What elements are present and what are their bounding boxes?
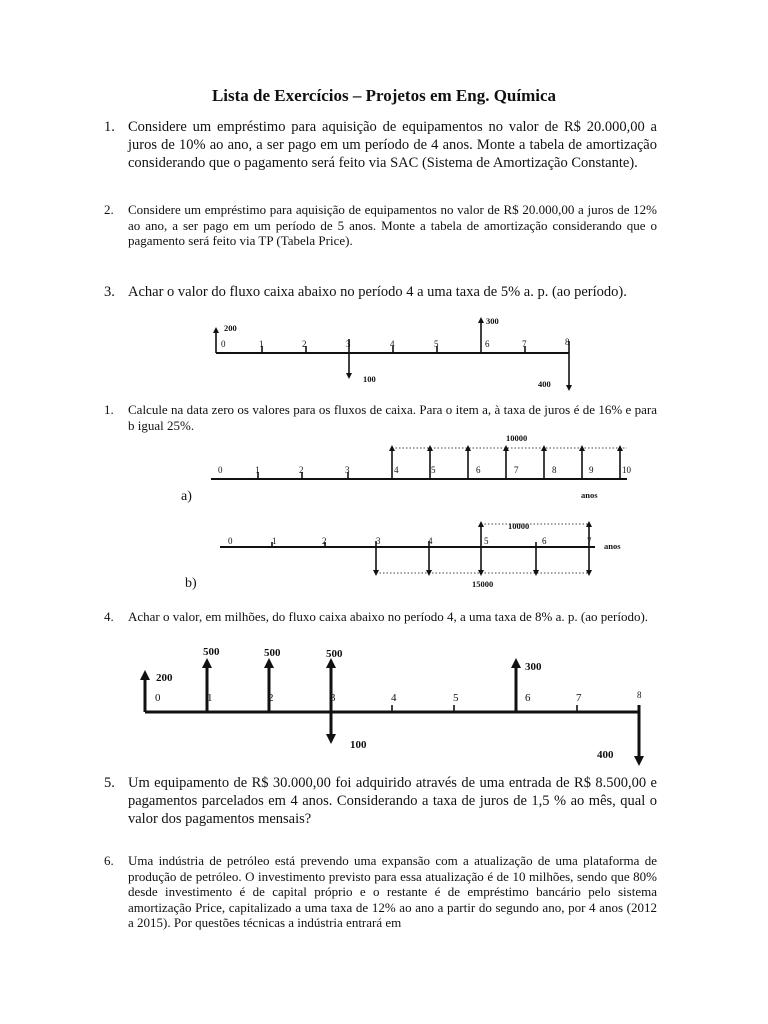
exercise-text: Achar o valor, em milhões, do fluxo caixa abaixo no período 4, a uma taxa de 8% a. p. (ao período).	[128, 609, 649, 624]
exercise-number: 3.	[104, 284, 115, 300]
period-label: 10	[622, 465, 631, 475]
cash-flow-diagram-a	[181, 433, 632, 504]
period-label: 1	[259, 339, 264, 349]
exercise-number: 1.	[104, 402, 114, 417]
period-label: 5	[431, 465, 436, 475]
period-label: 2	[299, 465, 304, 475]
period-label: 3	[345, 465, 350, 475]
period-label: 4	[391, 692, 397, 704]
exercise-number: 4.	[104, 609, 114, 624]
period-label: 6	[485, 339, 490, 349]
exercise-text: Um equipamento de R$ 30.000,00 foi adquirido através de uma entrada de R$ 8.500,00 e pagamentos parcelados em 4 anos. Considerando a taxa de juros de 1,5 % ao mês, qual o valor dos pagamentos mensais?	[128, 775, 657, 827]
cash-flow-value: 100	[363, 374, 376, 384]
period-label: 1	[272, 536, 277, 546]
period-label: 4	[428, 536, 433, 546]
period-label: 6	[525, 692, 531, 704]
cash-flow-value: 300	[486, 316, 499, 326]
period-label: 0	[228, 536, 233, 546]
cash-flow-value: 100	[350, 739, 367, 751]
cash-flow-value: 400	[597, 749, 614, 761]
period-label: 8	[552, 465, 557, 475]
cash-flow-diagram-b	[185, 521, 621, 591]
cash-flow-value: 15000	[472, 579, 494, 589]
period-label: 4	[394, 465, 399, 475]
period-label: 5	[453, 692, 459, 704]
exercise-number: 6.	[104, 853, 114, 868]
exercise-number: 5.	[104, 775, 115, 791]
period-label: 4	[390, 339, 395, 349]
period-label: 7	[514, 465, 519, 475]
period-label: 3	[376, 536, 381, 546]
period-label: 2	[302, 339, 307, 349]
exercise-text: Uma indústria de petróleo está prevendo uma expansão com a atualização de uma plataforma de produção de petróleo. O investimento previsto para essa atualização é de 10 milhões, sendo que 80% desde investimento é de capital próprio e o restante é de empréstimo bancário pelo sistema amortização Price, capitalizado a uma taxa de 12% ao ano a partir do segundo ano, por 4 anos (2012 a 2015). Por questões técnicas a indústria entrará em	[128, 853, 657, 930]
period-label: 1	[207, 692, 213, 704]
exercise-number: 2.	[104, 202, 114, 217]
period-label: 3	[346, 339, 351, 349]
period-label: 8	[637, 690, 642, 700]
exercise-text: Achar o valor do fluxo caixa abaixo no período 4 a uma taxa de 5% a. p. (ao período).	[128, 284, 627, 300]
period-label: 7	[576, 692, 582, 704]
period-label: 1	[255, 465, 260, 475]
cash-flow-diagram-ex4	[145, 646, 642, 761]
period-label: 2	[322, 536, 327, 546]
cash-flow-value: 10000	[506, 433, 528, 443]
period-label: 0	[221, 339, 226, 349]
period-label: 7	[587, 536, 592, 546]
cash-flow-value: 200	[156, 672, 173, 684]
subitem-label: a)	[181, 489, 192, 504]
exercise-text: Calcule na data zero os valores para os fluxos de caixa. Para o item a, à taxa de juros é de 16% e para b igual 25%.	[128, 402, 657, 433]
period-label: 6	[542, 536, 547, 546]
cash-flow-value: 400	[538, 379, 551, 389]
cash-flow-value: 300	[525, 661, 542, 673]
period-label: 6	[476, 465, 481, 475]
period-label: 9	[589, 465, 594, 475]
time-unit-label: anos	[604, 541, 621, 551]
subitem-label: b)	[185, 576, 197, 591]
period-label: 0	[218, 465, 223, 475]
cash-flow-diagram-ex3	[216, 316, 570, 389]
cash-flow-value: 500	[264, 647, 281, 659]
cash-flow-value: 500	[203, 646, 220, 658]
cash-flow-value: 200	[224, 323, 237, 333]
page-title: Lista de Exercícios – Projetos em Eng. Química	[211, 86, 557, 105]
cash-flow-value: 500	[326, 648, 343, 660]
exercise-text: Considere um empréstimo para aquisição de equipamentos no valor de R$ 20.000,00 a juros de 12% ao ano, a ser pago em um período de 5 anos. Monte a tabela de amortização considerando que o pagamento será feito via TP (Tabela Price).	[128, 202, 657, 248]
period-label: 7	[522, 339, 527, 349]
period-label: 5	[484, 536, 489, 546]
time-unit-label: anos	[581, 490, 598, 500]
exercise-number: 1.	[104, 119, 115, 135]
period-label: 3	[330, 692, 336, 704]
cash-flow-value: 10000	[508, 521, 530, 531]
period-label: 8	[565, 337, 570, 347]
exercise-text: Considere um empréstimo para aquisição de equipamentos no valor de R$ 20.000,00 a juros de 10% ao ano, a ser pago em um período de 4 anos. Monte a tabela de amortização considerando que o pagamento será feito via SAC (Sistema de Amortização Constante).	[128, 119, 657, 171]
period-label: 2	[268, 692, 274, 704]
period-label: 0	[155, 692, 161, 704]
period-label: 5	[434, 339, 439, 349]
